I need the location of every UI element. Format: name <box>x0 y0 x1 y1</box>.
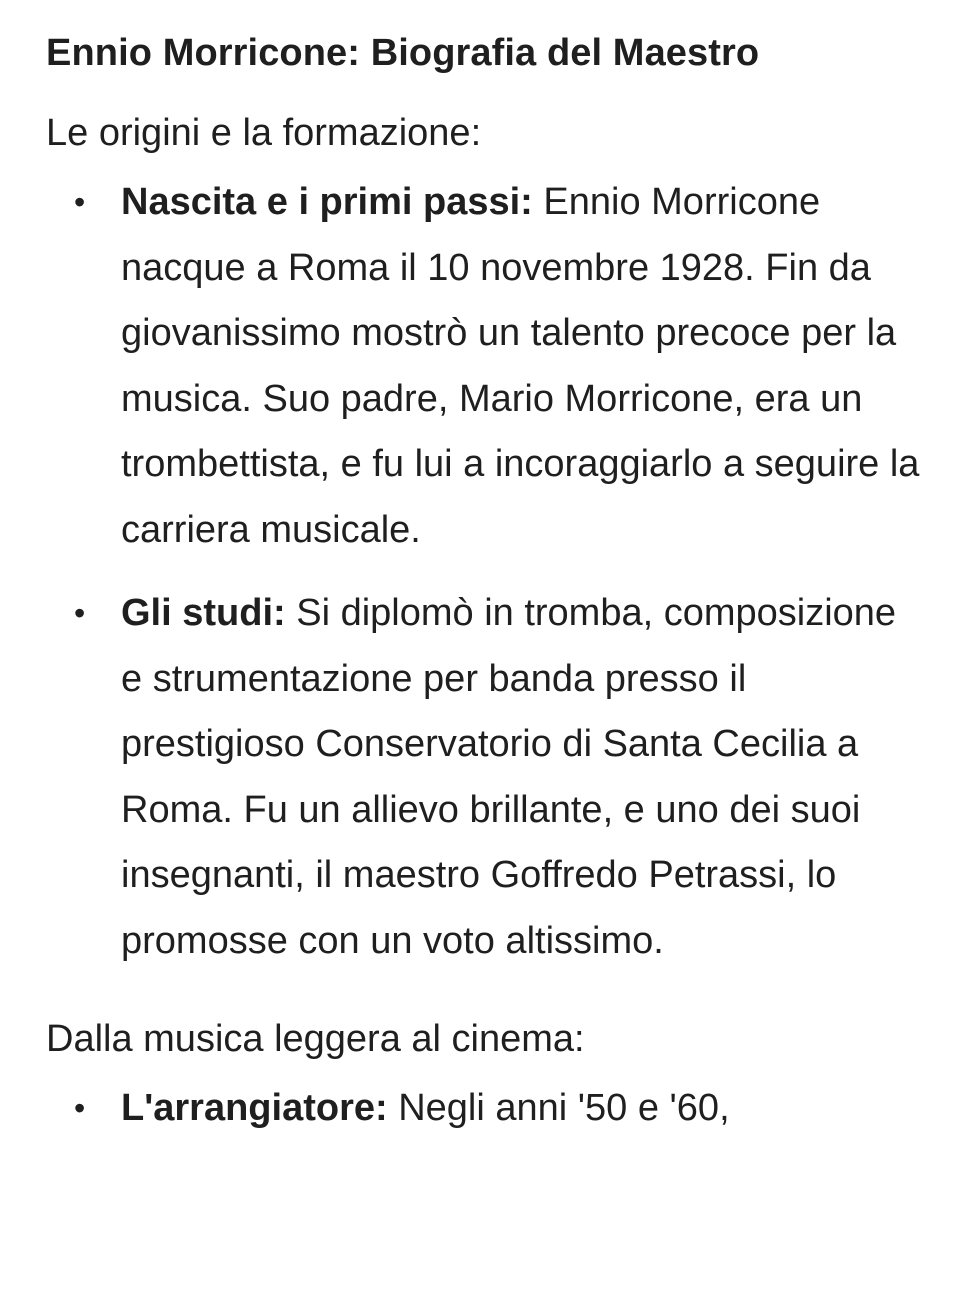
bullet-icon: • <box>74 184 86 220</box>
list-item <box>46 581 926 974</box>
list-item <box>46 1076 926 1142</box>
document-body <box>46 24 926 1160</box>
list-item <box>46 170 926 563</box>
page-title: Ennio Morricone: Biografia del Maestro <box>46 32 760 74</box>
item-label: Nascita e i primi passi: <box>121 181 533 223</box>
item-label: Gli studi: <box>121 592 286 634</box>
item-text: Ennio Morricone nacque a Roma il 10 novembre 1928. Fin da giovanissimo mostrò un talento precoce per la musica. Suo padre, Mario Morricone, era un trombettista, e fu lui a incoraggiarlo a seguire la carriera musicale. <box>121 181 920 551</box>
bullet-list-cinema <box>46 1076 926 1142</box>
bullet-list-origini <box>46 170 926 974</box>
bullet-icon: • <box>74 595 86 631</box>
item-label: L'arrangiatore: <box>121 1087 388 1129</box>
bullet-icon: • <box>74 1090 86 1126</box>
item-text: Negli anni '50 e '60, <box>398 1087 730 1129</box>
section-heading-cinema: Dalla musica leggera al cinema: <box>46 1018 585 1060</box>
section-heading-origini: Le origini e la formazione: <box>46 112 482 154</box>
item-text: Si diplomò in tromba, composizione e strumentazione per banda presso il prestigioso Conservatorio di Santa Cecilia a Roma. Fu un allievo brillante, e uno dei suoi insegnanti, il maestro Goffredo Petrassi, lo promosse con un voto altissimo. <box>121 592 897 962</box>
